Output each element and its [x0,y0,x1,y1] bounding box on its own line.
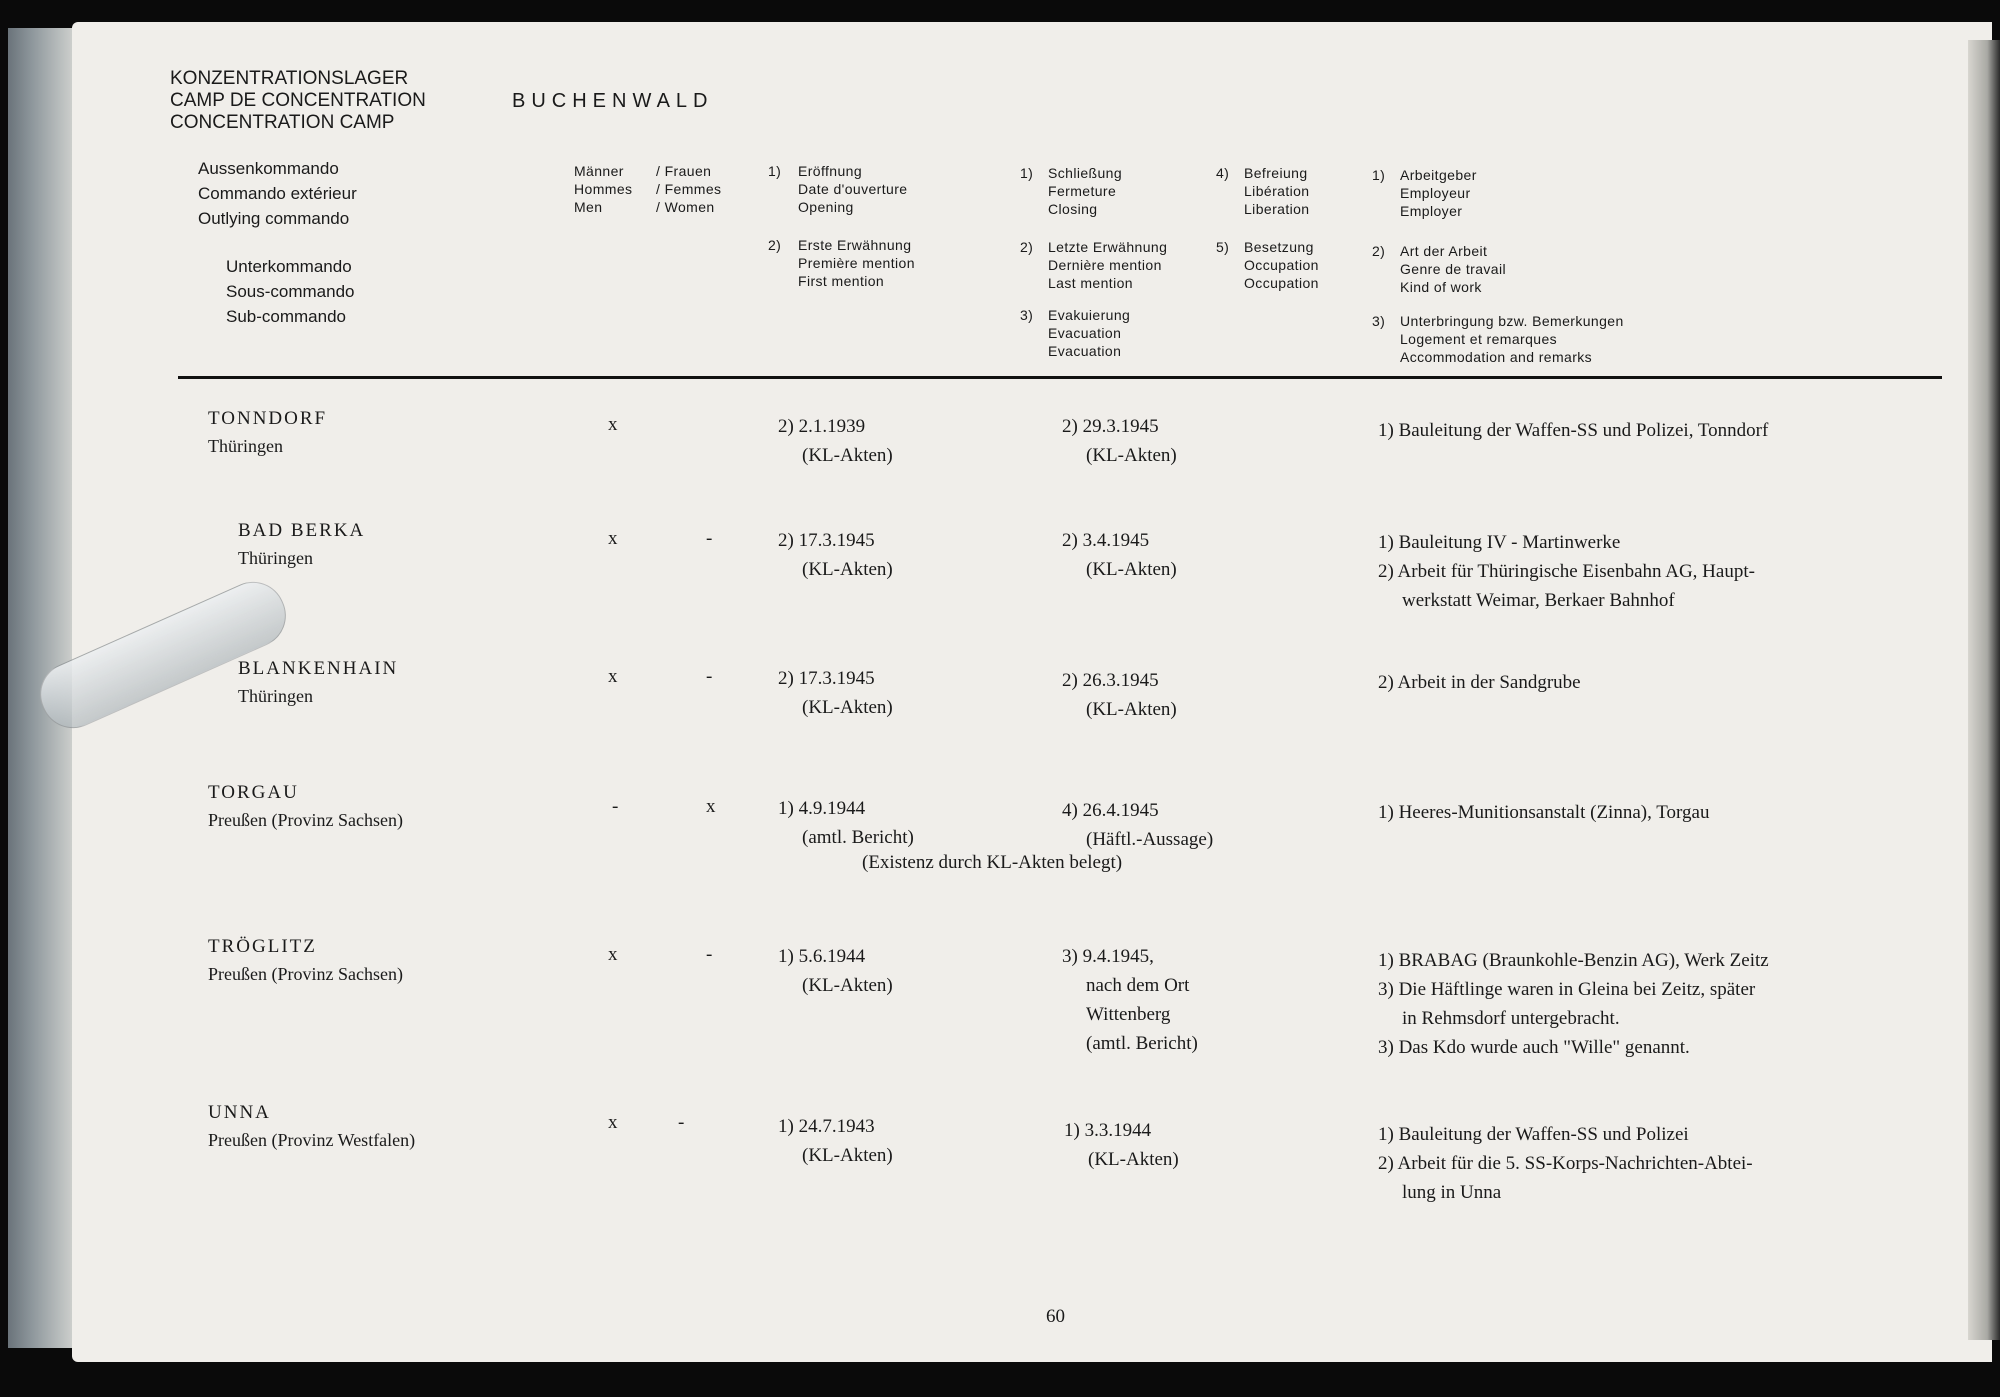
closing-cell: 4) 26.4.1945 (Häftl.-Aussage) [1062,800,1214,850]
men-mark: - [612,796,619,817]
row-name: UNNA [208,1102,271,1123]
employer-num: 1) [1372,167,1386,183]
last-mention-num: 2) [1020,239,1034,255]
row-region: Thüringen [208,436,283,456]
remarks-cell: 1) BRABAG (Braunkohle-Benzin AG), Werk Zeitz 3) Die Häftlinge waren in Gleina bei Zeitz, später in Rehmsdorf untergebracht. 3) Das Kdo wurde auch "Wille" genannt. [1378,950,1769,1058]
opening-cell: 2) 17.3.1945 (KL-Akten) [778,668,893,718]
opening-label: Eröffnung Date d'ouverture Opening [798,163,908,215]
opening-cell: 1) 4.9.1944 (amtl. Bericht) [778,798,914,848]
opening-cell: 2) 2.1.1939 (KL-Akten) [778,416,893,466]
work-label: Art der Arbeit Genre de travail Kind of work [1400,243,1507,295]
remarks-cell: 1) Bauleitung der Waffen-SS und Polizei 2) Arbeit für die 5. SS-Korps-Nachrichten-Abtei- lung in Unna [1378,1124,1753,1203]
row-name: TONNDORF [208,408,328,429]
men-mark: x [608,944,618,965]
evacuation-label: Evakuierung Evacuation Evacuation [1048,307,1131,359]
closing-cell: 2) 26.3.1945 (KL-Akten) [1062,670,1177,720]
closing-cell: 2) 29.3.1945 (KL-Akten) [1062,416,1177,466]
row-region: Thüringen [238,686,313,706]
women-mark: - [706,944,713,965]
row-region: Preußen (Provinz Sachsen) [208,964,403,984]
women-mark: - [678,1112,685,1133]
women-mark: x [706,796,716,817]
closing-cell: 3) 9.4.1945, nach dem Ort Wittenberg (amtl. Bericht) [1062,946,1198,1054]
women-mark: - [706,666,713,687]
closing-cell: 1) 3.3.1944 (KL-Akten) [1064,1120,1179,1170]
last-mention-label: Letzte Erwähnung Dernière mention Last mention [1048,239,1168,291]
row-name: TORGAU [208,782,299,803]
work-num: 2) [1372,243,1386,259]
book-page [72,22,1992,1362]
row-region: Preußen (Provinz Sachsen) [208,810,403,830]
remarks-cell: 1) Bauleitung der Waffen-SS und Polizei, Tonndorf [1378,420,1769,441]
men-mark: x [608,528,618,549]
employer-label: Arbeitgeber Employeur Employer [1400,167,1477,219]
sub-commando-label: Unterkommando Sous-commando Sub-commando [226,257,355,326]
opening-cell: 2) 17.3.1945 (KL-Akten) [778,530,893,580]
opening-cell: 1) 5.6.1944 (KL-Akten) [778,946,893,996]
header-divider [178,376,1942,379]
first-mention-label: Erste Erwähnung Première mention First mention [798,237,915,289]
women-mark: - [706,528,713,549]
existence-note: (Existenz durch KL-Akten belegt) [862,852,1123,873]
opening-num: 1) [768,163,782,179]
men-mark: x [608,1112,618,1133]
gender-men-label: Männer Hommes Men [574,163,633,215]
camp-name: BUCHENWALD [512,90,714,112]
closing-cell: 2) 3.4.1945 (KL-Akten) [1062,530,1177,580]
occupation-label: Besetzung Occupation Occupation [1244,239,1319,291]
remarks-cell: 2) Arbeit in der Sandgrube [1378,672,1581,693]
first-mention-num: 2) [768,237,782,253]
liberation-num: 4) [1216,165,1230,181]
row-region: Preußen (Provinz Westfalen) [208,1130,416,1150]
book-right-edge [1968,40,2000,1340]
closing-label: Schließung Fermeture Closing [1048,165,1123,217]
gender-women-label: / Frauen / Femmes / Women [656,163,722,215]
row-region: Thüringen [238,548,313,568]
remarks-cell: 1) Heeres-Munitionsanstalt (Zinna), Torgau [1378,802,1710,823]
outlying-commando-label: Aussenkommando Commando extérieur Outlying commando [198,159,357,228]
liberation-label: Befreiung Libération Liberation [1244,165,1310,217]
men-mark: x [608,414,618,435]
occupation-num: 5) [1216,239,1230,255]
accommodation-num: 3) [1372,313,1386,329]
page-number: 60 [1046,1306,1065,1327]
closing-num: 1) [1020,165,1034,181]
row-name: BLANKENHAIN [238,658,399,679]
accommodation-label: Unterbringung bzw. Bemerkungen Logement et remarques Accommodation and remarks [1400,313,1624,365]
camp-type-label: KONZENTRATIONSLAGER CAMP DE CONCENTRATION CONCENTRATION CAMP [170,68,426,133]
remarks-cell: 1) Bauleitung IV - Martinwerke 2) Arbeit für Thüringische Eisenbahn AG, Haupt- werkstatt Weimar, Berkaer Bahnhof [1378,532,1755,611]
evacuation-num: 3) [1020,307,1034,323]
opening-cell: 1) 24.7.1943 (KL-Akten) [778,1116,893,1166]
row-name: BAD BERKA [238,520,366,541]
row-name: TRÖGLITZ [208,936,317,957]
men-mark: x [608,666,618,687]
